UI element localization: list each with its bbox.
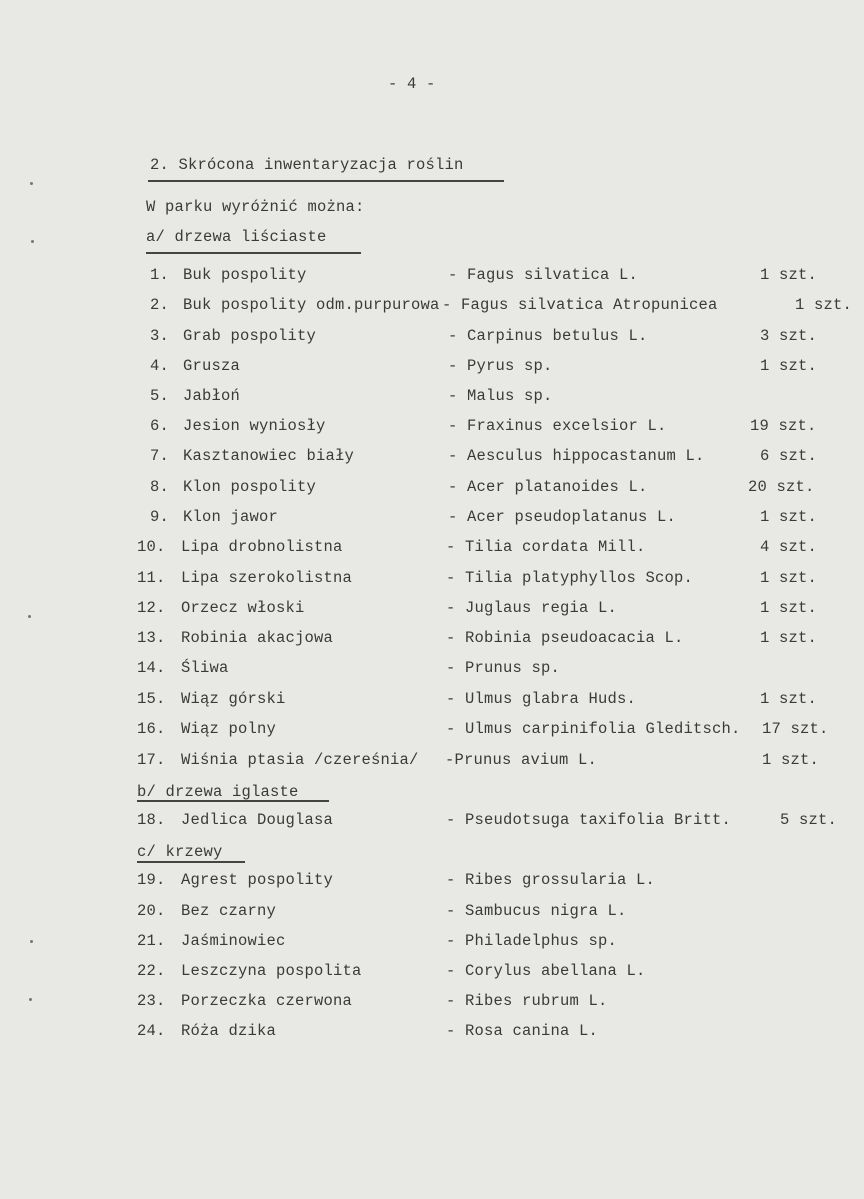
plant-count: 1 szt.	[760, 599, 818, 617]
plant-latin-name: - Aesculus hippocastanum L.	[448, 447, 705, 465]
plant-count: 3 szt.	[760, 327, 818, 345]
plant-common-name: Jedlica Douglasa	[181, 811, 334, 829]
plant-common-name: Wiąz polny	[181, 720, 277, 738]
row-number: 17.	[137, 751, 166, 769]
plant-common-name: Śliwa	[181, 659, 229, 677]
plant-latin-name: - Fagus silvatica Atropunicea	[442, 296, 718, 314]
plant-common-name: Robinia akacjowa	[181, 629, 334, 647]
plant-common-name: Klon pospolity	[183, 478, 317, 496]
plant-common-name: Jaśminowiec	[181, 932, 286, 950]
row-number: 20.	[137, 902, 166, 920]
plant-latin-name: -Prunus avium L.	[445, 751, 598, 769]
plant-count: 1 szt.	[795, 296, 853, 314]
plant-count: 1 szt.	[762, 751, 820, 769]
plant-common-name: Bez czarny	[181, 902, 277, 920]
row-number: 22.	[137, 962, 166, 980]
plant-count: 1 szt.	[760, 266, 818, 284]
plant-latin-name: - Pseudotsuga taxifolia Britt.	[446, 811, 732, 829]
plant-count: 19 szt.	[750, 417, 817, 435]
paper-speck	[28, 615, 31, 618]
plant-count: 20 szt.	[748, 478, 815, 496]
plant-common-name: Agrest pospolity	[181, 871, 334, 889]
row-number: 4.	[150, 357, 170, 375]
plant-latin-name: - Philadelphus sp.	[446, 932, 618, 950]
plant-count: 1 szt.	[760, 357, 818, 375]
group-heading-b: b/ drzewa iglaste	[137, 783, 299, 801]
group-heading-c: c/ krzewy	[137, 843, 223, 861]
plant-latin-name: - Tilia cordata Mill.	[446, 538, 646, 556]
row-number: 10.	[137, 538, 166, 556]
section-title-underline	[148, 180, 504, 182]
plant-common-name: Porzeczka czerwona	[181, 992, 353, 1010]
plant-latin-name: - Ribes rubrum L.	[446, 992, 608, 1010]
group-heading-b-underline	[137, 800, 329, 802]
row-number: 5.	[150, 387, 170, 405]
plant-common-name: Wiąz górski	[181, 690, 286, 708]
group-heading-c-underline	[137, 861, 245, 863]
group-heading-a-underline	[146, 252, 361, 254]
plant-common-name: Jesion wyniosły	[183, 417, 326, 435]
group-heading-a: a/ drzewa liściaste	[146, 228, 327, 246]
paper-speck	[29, 998, 32, 1001]
plant-latin-name: - Rosa canina L.	[446, 1022, 599, 1040]
section-title: 2. Skrócona inwentaryzacja roślin	[150, 156, 464, 174]
plant-count: 4 szt.	[760, 538, 818, 556]
plant-common-name: Klon jawor	[183, 508, 279, 526]
plant-latin-name: - Juglaus regia L.	[446, 599, 618, 617]
plant-count: 5 szt.	[780, 811, 838, 829]
plant-latin-name: - Pyrus sp.	[448, 357, 553, 375]
paper-speck	[30, 182, 33, 185]
intro-text: W parku wyróżnić można:	[146, 198, 365, 216]
row-number: 15.	[137, 690, 166, 708]
plant-latin-name: - Prunus sp.	[446, 659, 561, 677]
page-number: - 4 -	[388, 75, 436, 93]
plant-common-name: Buk pospolity odm.purpurowa	[183, 296, 440, 314]
plant-common-name: Grusza	[183, 357, 241, 375]
plant-latin-name: - Tilia platyphyllos Scop.	[446, 569, 694, 587]
plant-count: 6 szt.	[760, 447, 818, 465]
plant-common-name: Jabłoń	[183, 387, 241, 405]
plant-common-name: Kasztanowiec biały	[183, 447, 355, 465]
row-number: 16.	[137, 720, 166, 738]
plant-count: 1 szt.	[760, 508, 818, 526]
plant-common-name: Grab pospolity	[183, 327, 317, 345]
plant-count: 1 szt.	[760, 569, 818, 587]
plant-count: 17 szt.	[762, 720, 829, 738]
row-number: 6.	[150, 417, 170, 435]
row-number: 19.	[137, 871, 166, 889]
row-number: 1.	[150, 266, 170, 284]
row-number: 18.	[137, 811, 166, 829]
plant-latin-name: - Corylus abellana L.	[446, 962, 646, 980]
row-number: 8.	[150, 478, 170, 496]
row-number: 24.	[137, 1022, 166, 1040]
row-number: 9.	[150, 508, 170, 526]
plant-latin-name: - Acer platanoides L.	[448, 478, 648, 496]
plant-latin-name: - Carpinus betulus L.	[448, 327, 648, 345]
plant-count: 1 szt.	[760, 629, 818, 647]
plant-common-name: Buk pospolity	[183, 266, 307, 284]
plant-latin-name: - Sambucus nigra L.	[446, 902, 627, 920]
paper-speck	[31, 240, 34, 243]
plant-common-name: Leszczyna pospolita	[181, 962, 362, 980]
plant-count: 1 szt.	[760, 690, 818, 708]
row-number: 2.	[150, 296, 170, 314]
plant-common-name: Lipa szerokolistna	[181, 569, 353, 587]
row-number: 7.	[150, 447, 170, 465]
plant-latin-name: - Fraxinus excelsior L.	[448, 417, 667, 435]
row-number: 3.	[150, 327, 170, 345]
plant-latin-name: - Ulmus glabra Huds.	[446, 690, 637, 708]
row-number: 21.	[137, 932, 166, 950]
plant-common-name: Wiśnia ptasia /czereśnia/	[181, 751, 419, 769]
plant-common-name: Lipa drobnolistna	[181, 538, 343, 556]
plant-latin-name: - Fagus silvatica L.	[448, 266, 639, 284]
row-number: 14.	[137, 659, 166, 677]
row-number: 12.	[137, 599, 166, 617]
plant-latin-name: - Ribes grossularia L.	[446, 871, 656, 889]
plant-latin-name: - Ulmus carpinifolia Gleditsch.	[446, 720, 741, 738]
plant-common-name: Róża dzika	[181, 1022, 277, 1040]
plant-latin-name: - Malus sp.	[448, 387, 553, 405]
plant-latin-name: - Robinia pseudoacacia L.	[446, 629, 684, 647]
plant-common-name: Orzecz włoski	[181, 599, 305, 617]
plant-latin-name: - Acer pseudoplatanus L.	[448, 508, 677, 526]
paper-speck	[30, 940, 33, 943]
row-number: 13.	[137, 629, 166, 647]
row-number: 23.	[137, 992, 166, 1010]
row-number: 11.	[137, 569, 166, 587]
